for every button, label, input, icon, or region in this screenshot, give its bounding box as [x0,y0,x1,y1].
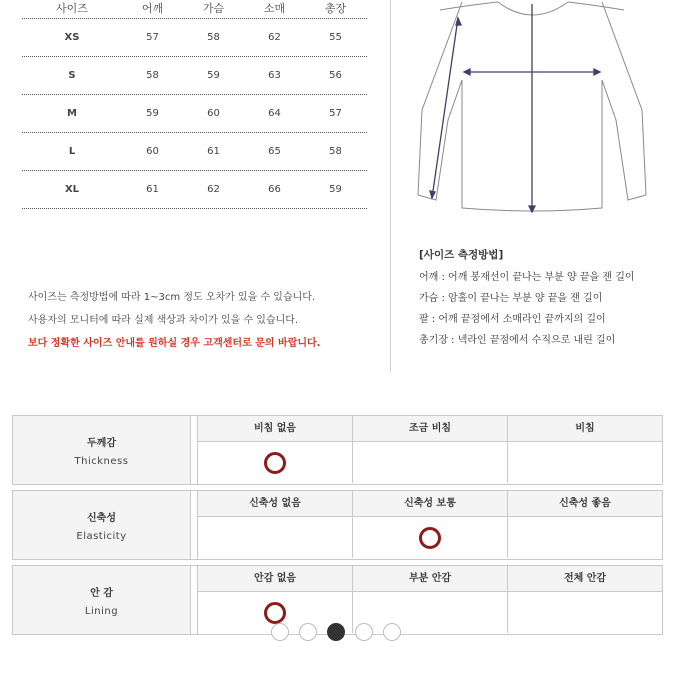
pagination-dots [271,623,401,641]
garment-illustration [410,0,655,218]
pagination-dot[interactable] [355,623,373,641]
selected-ring-icon [264,452,286,474]
feature-option-cell [507,442,662,483]
feature-option-label: 비침 없음 [253,423,297,434]
size-value: 65 [268,146,281,157]
size-label: XS [64,32,80,43]
measure-line: 어깨 : 어깨 봉재선이 끝나는 부분 양 끝을 잰 길이 [419,272,635,283]
vertical-divider [390,0,391,372]
size-label: M [67,108,77,119]
feature-option-cells [198,517,662,558]
size-value: 60 [146,146,159,157]
feature-option-label: 부분 안감 [352,566,507,591]
size-value: 55 [329,32,342,43]
feature-option-headers [198,566,662,592]
size-value: 63 [268,70,281,81]
size-table [22,0,367,209]
feature-option-label: 전체 안감 [507,566,662,591]
feature-option-headers [198,491,662,517]
size-row [22,171,367,209]
header-shoulder: 어깨 [141,2,164,15]
size-value: 56 [329,70,342,81]
size-value: 60 [207,108,220,119]
size-value: 59 [146,108,159,119]
feature-label-en: Elasticity [76,531,127,542]
feature-option-cell [198,442,352,483]
size-label: XL [64,184,80,195]
note-line: 사이즈는 측정방법에 따라 1~3cm 정도 오차가 있을 수 있습니다. [28,292,316,303]
feature-option-label: 비침 [507,416,662,441]
size-value: 58 [329,146,342,157]
feature-options [197,416,662,484]
size-value: 61 [207,146,220,157]
feature-label-ko: 신축성 [87,513,116,524]
pagination-dot[interactable] [299,623,317,641]
size-value: 58 [207,32,220,43]
size-value: 57 [329,108,342,119]
header-chest: 가슴 [202,2,225,15]
feature-label-en: Lining [84,606,119,617]
size-notes [28,290,320,359]
size-value: 59 [329,184,342,195]
size-row [22,133,367,171]
feature-label [13,566,191,634]
feature-option-cell [198,517,352,558]
pagination-dot[interactable] [271,623,289,641]
size-table-header [22,0,367,18]
measure-line: 가슴 : 암홀이 끝나는 부분 양 끝을 잰 길이 [419,293,603,304]
size-row [22,95,367,133]
measure-title: [사이즈 측정방법] [419,249,504,261]
feature-option-label: 안감 없음 [253,573,297,584]
size-value: 58 [146,70,159,81]
feature-option-cell [507,517,662,558]
feature-option-cells [198,442,662,483]
feature-options [197,566,662,634]
size-value: 66 [268,184,281,195]
selected-ring-icon [419,527,441,549]
size-value: 64 [268,108,281,119]
pagination-dot[interactable] [327,623,345,641]
selected-ring-icon [264,602,286,624]
feature-label [13,491,191,559]
size-value: 57 [146,32,159,43]
size-value: 59 [207,70,220,81]
measure-line: 총기장 : 넥라인 끝점에서 수직으로 내린 길이 [419,335,616,346]
size-label: L [68,146,76,157]
feature-option-cells [198,592,662,633]
feature-option-label: 신축성 보통 [352,491,507,516]
measure-line: 팔 : 어깨 끝점에서 소매라인 끝까지의 길이 [419,314,606,325]
feature-option-cell [352,517,507,558]
feature-label-en: Thickness [74,456,129,467]
size-label: S [68,70,76,81]
feature-options [197,491,662,559]
header-size: 사이즈 [56,2,88,15]
pagination-dot[interactable] [383,623,401,641]
feature-label-ko: 안 감 [90,588,113,599]
note-warning: 보다 정확한 사이즈 안내를 원하실 경우 고객센터로 문의 바랍니다. [28,338,321,349]
header-sleeve: 소매 [263,2,286,15]
feature-option-cell [352,442,507,483]
feature-option-label: 신축성 좋음 [507,491,662,516]
feature-block [12,415,663,485]
note-line: 사용자의 모니터에 따라 실제 색상과 차이가 있을 수 있습니다. [28,315,299,326]
header-length: 총장 [324,2,347,15]
size-value: 62 [207,184,220,195]
feature-option-cell [507,592,662,633]
size-row [22,57,367,95]
feature-label-ko: 두께감 [87,438,116,449]
size-value: 61 [146,184,159,195]
feature-label [13,416,191,484]
feature-option-label: 조금 비침 [352,416,507,441]
size-row [22,19,367,57]
measure-guide [419,247,635,355]
feature-option-label: 신축성 없음 [249,498,301,509]
feature-option-headers [198,416,662,442]
size-value: 62 [268,32,281,43]
feature-block [12,490,663,560]
